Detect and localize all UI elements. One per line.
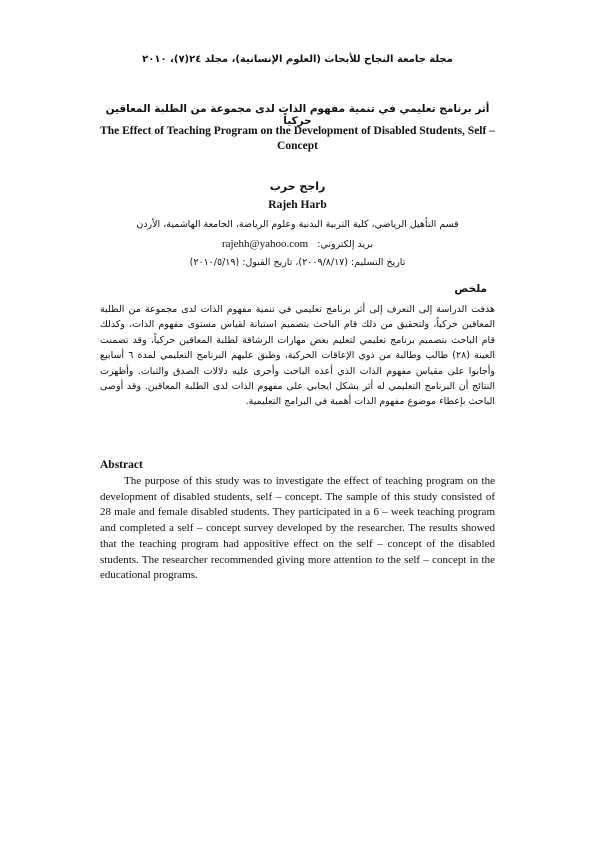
title-english: The Effect of Teaching Program on the Development of Disabled Students, Self – Concept — [100, 125, 495, 152]
abstract-arabic: هدفت الدراسة إلى التعرف إلى أثر برنامج تعليمي في تنمية مفهوم الذات لدى مجموعة من الطلبة المعاقين حركياً، ولتحقيق من ذلك قام الباحث بتصميم استبانة لقياس مستوى مفهوم الذات، وكذلك قام الباحث بتصميم برنامج تعليمي لتعليم بعض مهارات الرشاقة لطلبة المعاقين حركياً، وقد تضمنت العينة (٢٨) طالب وطالبة من ذوي الإعاقات الحركية، وطبق عليهم البرنامج التعليمي لمدة ٦ أسابيع وأجابوا على مقياس مفهوم الذات الذي أعده الباحث وأجرى عليه دلالات الصدق والثبات. وأظهرت النتائج أن البرنامج التعليمي له أثر بشكل ايجابي على مفهوم الذات لدى الطلبة المعاقين. وقد أوصى الباحث بإعطاء موضوع مفهوم الذات أهمية في البرامج التعليمية. — [100, 304, 495, 408]
author-name-english: Rajeh Harb — [268, 199, 327, 211]
journal-header: مجلة جامعة النجاح للأبحاث (العلوم الإنسانية)، مجلد ٢٤(٧)، ٢٠١٠ — [142, 54, 453, 65]
email-address[interactable]: rajehh@yahoo.com — [222, 238, 309, 250]
abstract-english-heading: Abstract — [100, 459, 143, 471]
author-affiliation: قسم التأهيل الرياضي، كلية التربية البدنية وعلوم الرياضة، الجامعة الهاشمية، الأردن — [136, 219, 459, 230]
author-name-arabic: راجح حرب — [269, 180, 326, 193]
email-label: بريد إلكتروني: — [317, 239, 373, 250]
email-line — [160, 238, 435, 250]
title-arabic: أثر برنامج تعليمي في تنمية مفهوم الذات لدى مجموعة من الطلبة المعاقين حركياً — [105, 103, 490, 127]
abstract-arabic-heading: ملخص — [454, 283, 487, 295]
abstract-english: The purpose of this study was to investigate the effect of teaching program on the development of disabled students, self – concept. The sample of this study consisted of 28 male and female disabled students. They participated in a 6 – week teaching program and completed a self – concept survey developed by the researcher. The results showed that the teaching program had appositive effect on the self – concept of the disabled students. The researcher recommended giving more attention to the self – concept in the educational programs. — [100, 475, 495, 582]
submission-dates: تاريخ التسليم: (٢٠٠٩/٨/١٧)، تاريخ القبول: (٢٠١٠/٥/١٩) — [189, 257, 406, 268]
